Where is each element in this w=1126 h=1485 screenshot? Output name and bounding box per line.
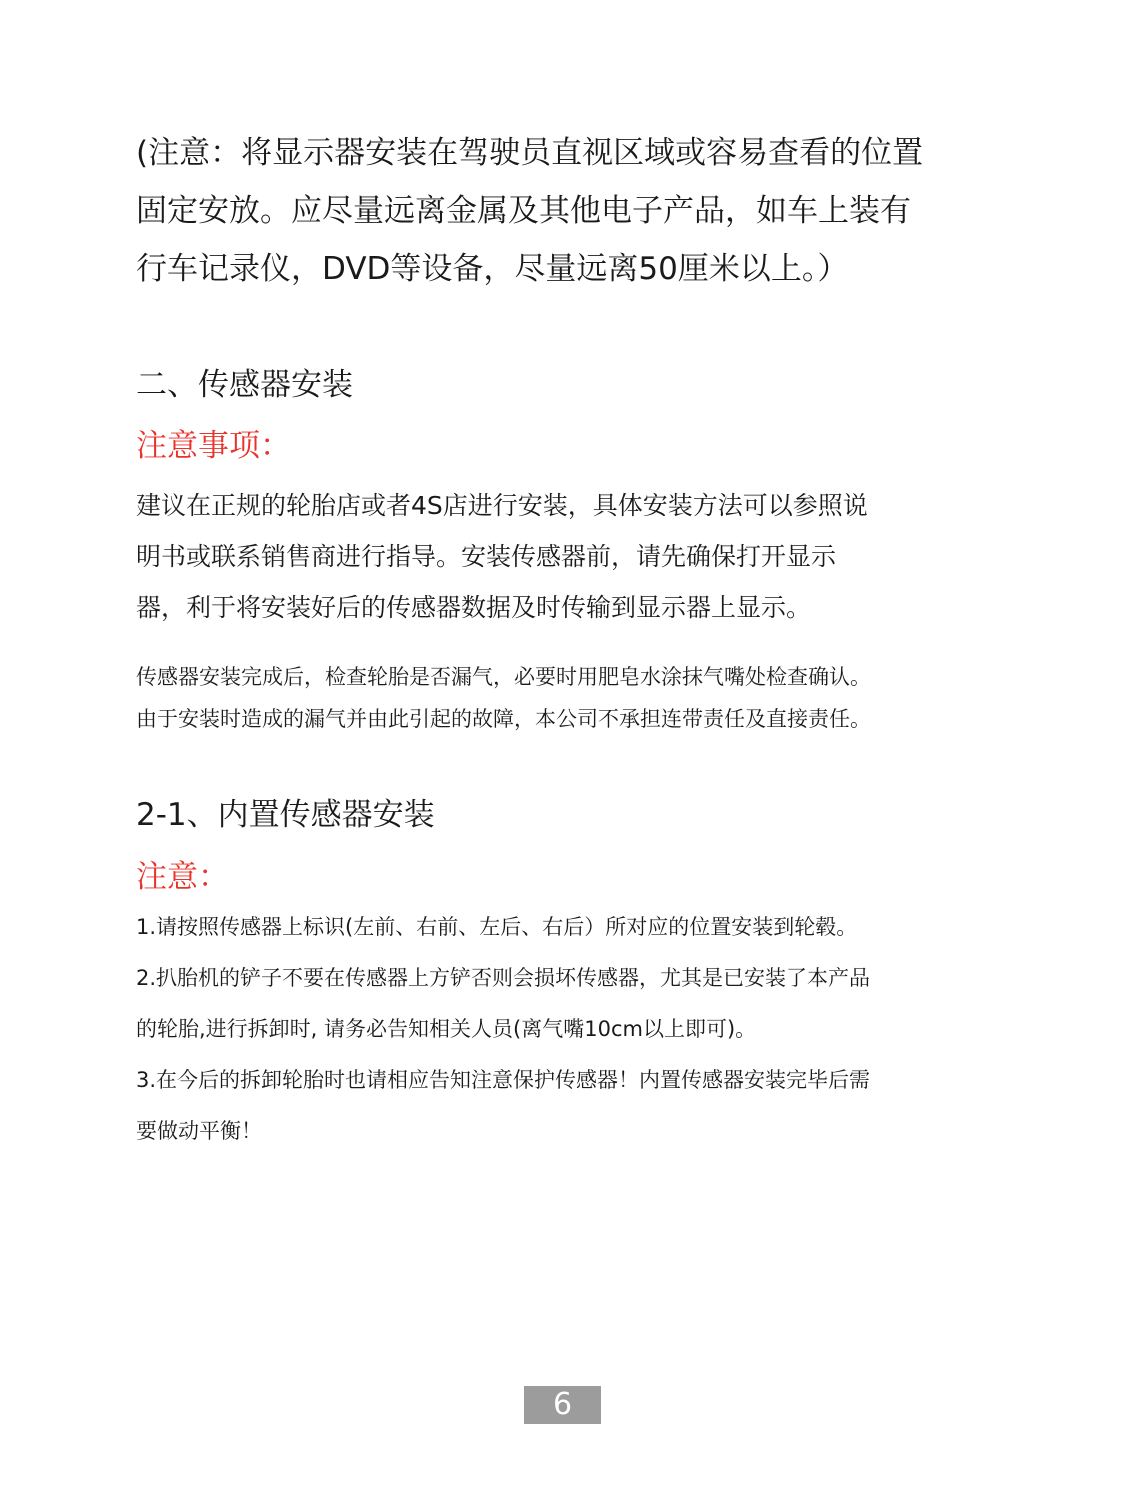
install-guidance [136,480,868,633]
caution-label: 注意： [136,859,229,895]
check-line: 传感器安装完成后，检查轮胎是否漏气，必要时用肥皂水涂抹气嘴处检查确认。 [136,665,871,689]
leak-check-note [136,656,871,740]
note-line: 行车记录仪，DVD等设备，尽量远离50厘米以上。） [136,251,849,287]
list-item: 3.在今后的拆卸轮胎时也请相应告知注意保护传感器！内置传感器安装完毕后需 [136,1068,871,1092]
list-item: 要做动平衡！ [136,1119,262,1143]
guidance-line: 器，利于将安装好后的传感器数据及时传输到显示器上显示。 [136,593,812,622]
guidance-line: 明书或联系销售商进行指导。安装传感器前，请先确保打开显示 [136,542,837,571]
caution-label: 注意事项： [136,428,291,464]
list-item: 2.扒胎机的铲子不要在传感器上方铲否则会损坏传感器，尤其是已安装了本产品 [136,966,871,990]
instruction-list [136,902,870,1157]
note-line: (注意：将显示器安装在驾驶员直视区域或容易查看的位置 [136,135,924,171]
note-line: 固定安放。应尽量远离金属及其他电子产品，如车上装有 [136,193,911,229]
subsection-title: 2-1、内置传感器安装 [136,797,435,833]
display-install-note [136,124,923,298]
check-line: 由于安装时造成的漏气并由此引起的故障，本公司不承担连带责任及直接责任。 [136,707,871,731]
list-item: 1.请按照传感器上标识(左前、右前、左后、右后）所对应的位置安装到轮毂。 [136,915,858,939]
page-number: 6 [524,1386,601,1424]
section-title: 二、传感器安装 [136,367,353,403]
list-item: 的轮胎,进行拆卸时, 请务必告知相关人员(离气嘴10cm以上即可)。 [136,1017,757,1041]
guidance-line: 建议在正规的轮胎店或者4S店进行安装，具体安装方法可以参照说 [136,491,868,520]
